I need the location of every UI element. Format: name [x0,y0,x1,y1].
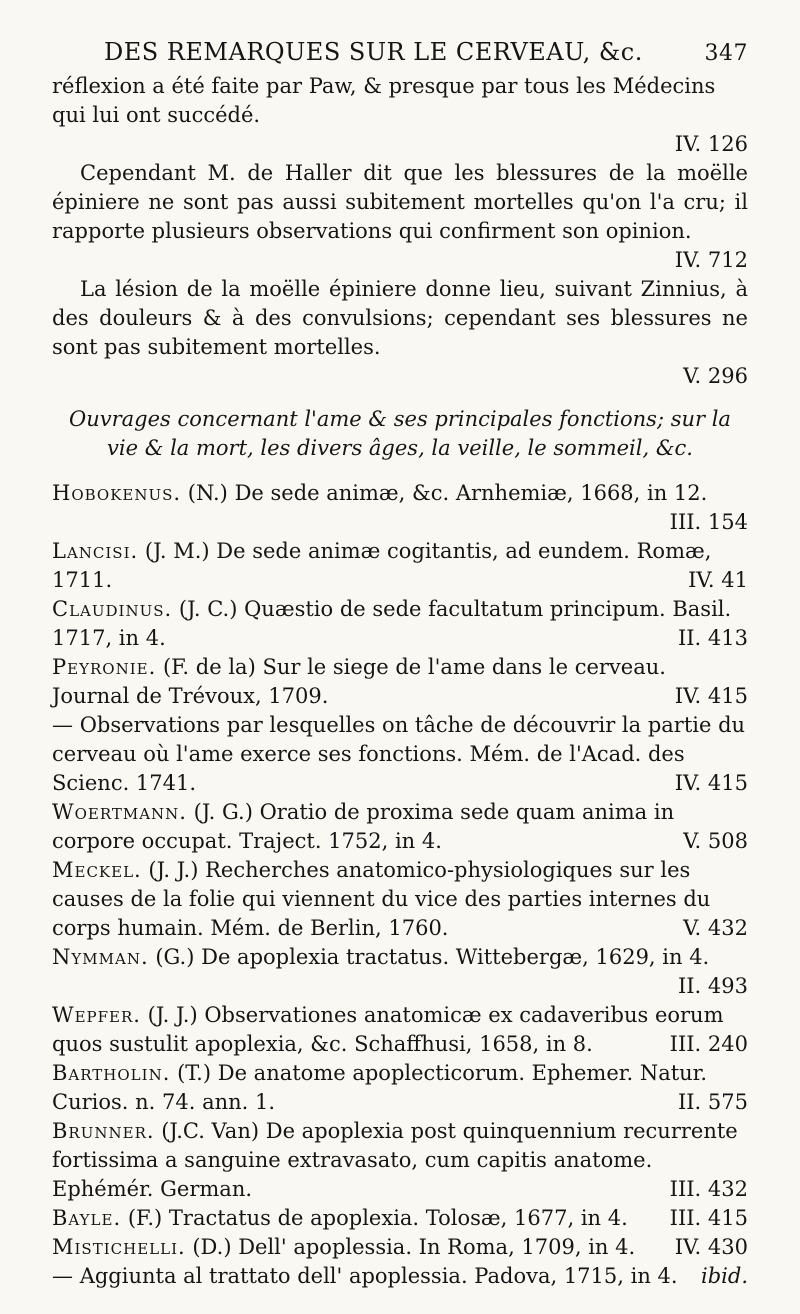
entry-initials: (T.) [177,1061,212,1085]
bibliography-entry [52,943,748,1001]
volume-reference: IV. 415 [674,771,748,795]
intro-paragraph [52,159,748,275]
entry-author: Bartholin. [52,1061,171,1085]
volume-reference: III. 415 [669,1206,748,1230]
entry-initials: (G.) [155,945,195,969]
volume-reference: IV. 126 [674,132,748,156]
paragraph-text: Cependant M. de Haller dit que les blessures de la moëlle épiniere ne sont pas aussi subitement mortelles qu'on l'a cru; il rapporte plusieurs observations qui confirment son opinion. [52,161,748,243]
entry-author: Brunner. [52,1119,155,1143]
entry-text: Aggiunta al trattato dell' apoplessia. Padova, 1715, in 4. [79,1264,678,1288]
paragraph-text: La lésion de la moëlle épiniere donne lieu, suivant Zinnius, à des douleurs & à des convulsions; cependant ses blessures ne sont pas subitement mortelles. [52,277,748,359]
entry-text: Tractatus de apoplexia. Tolosæ, 1677, in 4. [168,1206,628,1230]
entry-initials: (J. J.) [147,1003,198,1027]
bibliography-entry [52,1204,748,1233]
entry-text: Sur le siege de l'ame dans le cerveau. Journal de Trévoux, 1709. [52,655,666,708]
bibliography-entry [52,711,748,798]
entry-text: De sede animæ cogitantis, ad eundem. Romæ, 1711. [52,539,712,592]
entry-author: Peyronie. [52,655,157,679]
entry-author: — [52,1264,73,1288]
intro-paragraph [52,275,748,391]
entry-author: Claudinus. [52,597,173,621]
volume-reference: ibid. [701,1264,748,1288]
entry-author: Lancisi. [52,539,139,563]
entry-text: Oratio de proxima sede quam anima in corpore occupat. Traject. 1752, in 4. [52,800,675,853]
entry-author: Mistichelli. [52,1235,186,1259]
bibliography-entry [52,537,748,595]
intro-text [52,72,748,391]
entry-author: Bayle. [52,1206,122,1230]
entry-initials: (J.C. Van) [161,1119,260,1143]
bibliography-entry [52,1117,748,1204]
entry-text: Quæstio de sede facultatum principum. Basil. 1717, in 4. [52,597,732,650]
entry-text: De apoplexia tractatus. Wittebergæ, 1629, in 4. [201,945,710,969]
entry-text: De anatome apoplecticorum. Ephemer. Natur. Curios. n. 74. ann. 1. [52,1061,708,1114]
entry-author: Woertmann. [52,800,187,824]
volume-reference: IV. 430 [674,1235,748,1259]
volume-reference: II. 493 [677,974,748,998]
paragraph-text: réflexion a été faite par Paw, & presque par tous les Médecins qui lui ont succédé. [52,74,716,127]
entry-initials: (F.) [127,1206,163,1230]
volume-reference: V. 508 [683,829,748,853]
entry-text: De apoplexia post quinquennium recurrente fortissima a sanguine extravasato, cum capitis anatome. Ephémér. German. [52,1119,738,1201]
running-header [52,38,748,66]
entry-initials: (J. J.) [148,858,199,882]
bibliography-entry [52,1001,748,1059]
intro-paragraph [52,72,748,159]
volume-reference: III. 154 [669,510,748,534]
entry-author: — [52,713,73,737]
entry-author: Nymman. [52,945,149,969]
bibliography-entry [52,479,748,537]
entry-author: Wepfer. [52,1003,141,1027]
entry-text: Observations par lesquelles on tâche de découvrir la partie du cerveau où l'ame exerce ses fonctions. Mém. de l'Acad. des Scienc. 1741. [52,713,746,795]
volume-reference: V. 296 [683,364,748,388]
header-title: DES REMARQUES SUR LE CERVEAU, &c. [104,38,643,66]
bibliography-entry [52,1059,748,1117]
volume-reference: III. 432 [669,1177,748,1201]
bibliography-entry [52,856,748,943]
entry-initials: (J. G.) [193,800,253,824]
entry-initials: (J. C.) [178,597,238,621]
entry-initials: (J. M.) [144,539,210,563]
bibliography-entry [52,1233,748,1262]
bibliography-entry [52,1262,748,1291]
volume-reference: IV. 415 [674,684,748,708]
page-number: 347 [704,41,748,66]
entry-text: De sede animæ, &c. Arnhemiæ, 1668, in 12. [234,481,708,505]
entry-text: Recherches anatomico-physiologiques sur les causes de la folie qui viennent du vice des parties internes du corps humain. Mém. de Berlin, 1760. [52,858,711,940]
bibliography-entry [52,595,748,653]
volume-reference: III. 240 [669,1032,748,1056]
entry-initials: (D.) [192,1235,232,1259]
entry-initials: (N.) [187,481,228,505]
entry-author: Hobokenus. [52,481,182,505]
section-heading: Ouvrages concernant l'ame & ses principales fonctions; sur la vie & la mort, les divers âges, la veille, le sommeil, &c. [69,407,731,460]
volume-reference: IV. 41 [688,568,748,592]
entry-initials: (F. de la) [162,655,256,679]
volume-reference: II. 575 [677,1090,748,1114]
bibliography-list [52,479,748,1291]
volume-reference: V. 432 [683,916,748,940]
volume-reference: II. 413 [677,626,748,650]
entry-author: Meckel. [52,858,142,882]
bibliography-entry [52,653,748,711]
volume-reference: IV. 712 [674,248,748,272]
bibliography-entry [52,798,748,856]
entry-text: Dell' apoplessia. In Roma, 1709, in 4. [238,1235,636,1259]
entry-text: Observationes anatomicæ ex cadaveribus eorum quos sustulit apoplexia, &c. Schaffhusi, 1658, in 8. [52,1003,724,1056]
